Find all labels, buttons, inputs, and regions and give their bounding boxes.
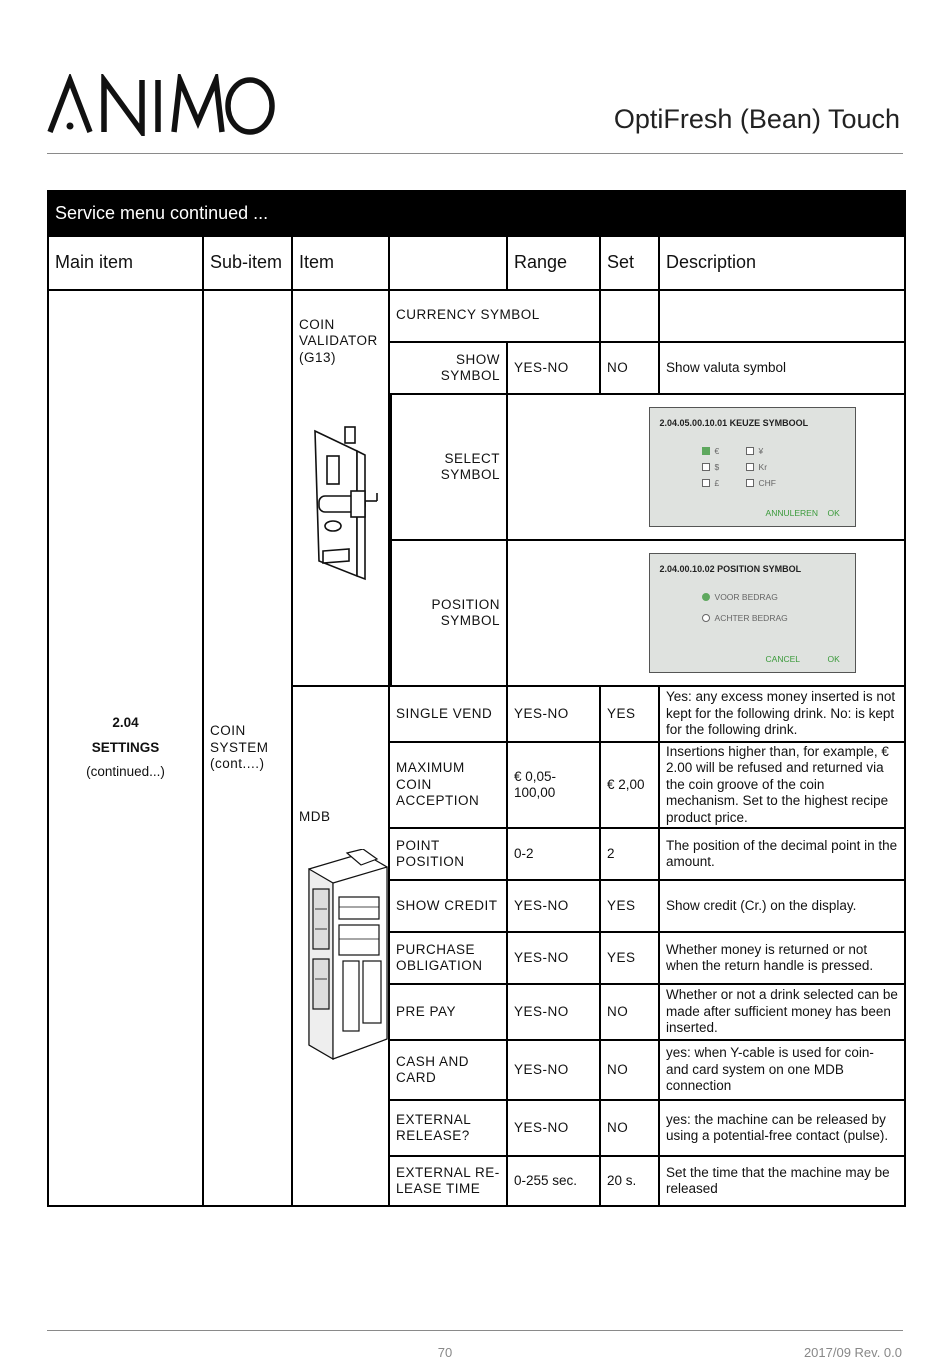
mdb-description: Whether or not a drink selected can be made after sufficient money has been inserted. — [659, 984, 905, 1040]
mdb-range: YES-NO — [507, 686, 600, 742]
option-label: Kr — [758, 462, 768, 472]
table-row — [48, 290, 905, 342]
revision: 2017/09 Rev. 0.0 — [803, 1345, 902, 1360]
checkbox-icon — [746, 463, 754, 471]
mdb-description: Yes: any excess money inserted is not kept for the following drink. No: is kept for the following drink. — [659, 686, 905, 742]
mdb-description: Show credit (Cr.) on the display. — [659, 880, 905, 932]
option-label: £ — [714, 478, 720, 488]
mdb-description: yes: the machine can be released by using a potential-free contact (pulse). — [659, 1100, 905, 1156]
column-header: Set — [600, 236, 659, 290]
symbol-option[interactable] — [746, 446, 764, 456]
mdb-set: NO — [600, 1100, 659, 1156]
option-label: $ — [714, 462, 720, 472]
coin-validator-label: COIN VALIDATOR (G13) — [299, 317, 378, 365]
mdb-item: SINGLE VEND — [389, 686, 507, 742]
mdb-range: YES-NO — [507, 880, 600, 932]
keuze-symbool-dialog — [649, 407, 856, 527]
mdb-item: PURCHASE OBLIGATION — [389, 932, 507, 984]
position-symbol-label: POSITION SYMBOL — [389, 540, 507, 686]
mdb-set: NO — [600, 1040, 659, 1100]
mdb-item: EXTERNAL RELEASE? — [389, 1100, 507, 1156]
position-option[interactable] — [702, 592, 778, 602]
table-banner-row — [48, 191, 905, 236]
mdb-item: POINT POSITION — [389, 828, 507, 880]
column-header: Description — [659, 236, 905, 290]
show-symbol-set: NO — [600, 342, 659, 394]
mdb-item: SHOW CREDIT — [389, 880, 507, 932]
mdb-cell — [292, 686, 389, 1206]
mdb-range: € 0,05-100,00 — [507, 742, 600, 828]
header-rule — [47, 153, 903, 154]
mdb-item: PRE PAY — [389, 984, 507, 1040]
table-cell — [507, 540, 600, 686]
symbol-option[interactable] — [702, 478, 720, 488]
option-label: ACHTER BEDRAG — [714, 613, 788, 623]
mdb-range: YES-NO — [507, 1100, 600, 1156]
select-symbol-label: SELECT SYMBOL — [389, 394, 507, 540]
mdb-set: YES — [600, 686, 659, 742]
footer-rule — [47, 1330, 903, 1331]
symbol-option[interactable] — [746, 478, 776, 488]
mdb-set: 2 — [600, 828, 659, 880]
mdb-range: YES-NO — [507, 932, 600, 984]
mdb-set: YES — [600, 932, 659, 984]
mdb-description: yes: when Y-cable is used for coin- and card system on one MDB connection — [659, 1040, 905, 1100]
mdb-set: € 2,00 — [600, 742, 659, 828]
column-header: Range — [507, 236, 600, 290]
cancel-button[interactable]: CANCEL — [765, 654, 801, 664]
symbol-option[interactable] — [702, 446, 720, 456]
dialog-title: 2.04.00.10.02 POSITION SYMBOL — [659, 564, 802, 574]
column-header: Sub-item — [203, 236, 292, 290]
mdb-set: 20 s. — [600, 1156, 659, 1206]
sub-item-cell: COIN SYSTEM (cont....) — [203, 290, 292, 1206]
option-label: ¥ — [758, 446, 764, 456]
document-title: OptiFresh (Bean) Touch — [613, 104, 900, 134]
animo-logo — [46, 74, 276, 136]
column-header: Main item — [48, 236, 203, 290]
table-cell — [600, 290, 659, 342]
mdb-range: YES-NO — [507, 1040, 600, 1100]
position-symbol-dialog-cell — [600, 540, 905, 686]
currency-symbol-label: CURRENCY SYMBOL — [389, 290, 600, 342]
radio-icon — [702, 593, 710, 601]
position-option[interactable] — [702, 613, 788, 623]
mdb-description: Set the time that the machine may be released — [659, 1156, 905, 1206]
dialog-title: 2.04.05.00.10.01 KEUZE SYMBOOL — [659, 418, 809, 428]
checkbox-icon — [746, 447, 754, 455]
option-label: € — [714, 446, 720, 456]
checkbox-icon — [702, 479, 710, 487]
checkbox-icon — [702, 447, 710, 455]
table-header-row — [48, 236, 905, 290]
radio-icon — [702, 614, 710, 622]
option-label: CHF — [758, 478, 777, 488]
main-item-number: 2.04 — [112, 715, 139, 731]
option-label: VOOR BEDRAG — [714, 592, 778, 602]
mdb-range: YES-NO — [507, 984, 600, 1040]
symbol-option[interactable] — [746, 462, 768, 472]
column-header — [389, 236, 507, 290]
position-symbol-dialog — [649, 553, 856, 673]
mdb-range: 0-2 — [507, 828, 600, 880]
main-item-note: (continued...) — [86, 764, 165, 780]
cancel-button[interactable]: ANNULEREN — [765, 508, 818, 518]
checkbox-icon — [702, 463, 710, 471]
select-symbol-dialog-cell — [600, 394, 905, 540]
ok-button[interactable]: OK — [827, 654, 840, 664]
checkbox-icon — [746, 479, 754, 487]
mdb-item: CASH AND CARD — [389, 1040, 507, 1100]
service-menu-table — [47, 190, 906, 1207]
table-cell — [507, 394, 600, 540]
table-banner: Service menu continued ... — [48, 191, 905, 236]
mdb-description: Insertions higher than, for example, € 2.00 will be refused and returned via the coin groove of the coin mechanism. Set to the highest recipe product price. — [659, 742, 905, 828]
ok-button[interactable]: OK — [827, 508, 840, 518]
coin-validator-illustration — [305, 421, 385, 581]
show-symbol-description: Show valuta symbol — [659, 342, 905, 394]
mdb-set: YES — [600, 880, 659, 932]
show-symbol-range: YES-NO — [507, 342, 600, 394]
mdb-set: NO — [600, 984, 659, 1040]
show-symbol-label: SHOW SYMBOL — [389, 342, 507, 394]
mdb-coin-mechanism-illustration — [303, 849, 393, 1064]
coin-validator-cell — [292, 290, 389, 686]
main-item-name: SETTINGS — [91, 739, 160, 755]
mdb-item: MAXIMUM COIN ACCEPTION — [389, 742, 507, 828]
main-item-cell — [48, 290, 203, 1206]
mdb-range: 0-255 sec. — [507, 1156, 600, 1206]
mdb-description: Whether money is returned or not when the return handle is pressed. — [659, 932, 905, 984]
symbol-option[interactable] — [702, 462, 720, 472]
page-number: 70 — [437, 1345, 453, 1360]
mdb-description: The position of the decimal point in the amount. — [659, 828, 905, 880]
column-header: Item — [292, 236, 389, 290]
mdb-item: EXTERNAL RE-LEASE TIME — [389, 1156, 507, 1206]
table-cell — [659, 290, 905, 342]
mdb-label: MDB — [299, 809, 331, 824]
